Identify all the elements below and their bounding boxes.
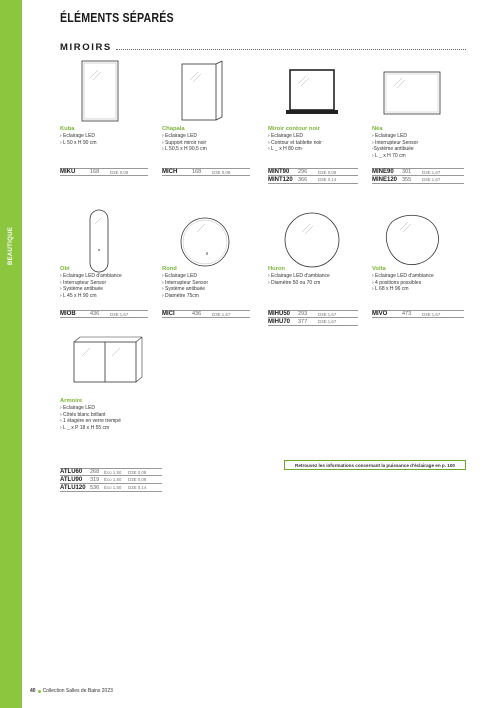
ref-d3e: D3E 1,67 xyxy=(422,169,441,175)
product-feature: › Eclairage LED d'ambiance xyxy=(372,273,434,279)
ref-code: MICH xyxy=(162,169,178,175)
ref-row xyxy=(60,310,148,318)
product-chapala xyxy=(162,126,258,153)
product-feature: › L _ x H 80 cm· xyxy=(268,146,304,153)
ref-d3e: D3E 1,67 xyxy=(110,311,129,317)
product-feature: › Support miroir noir xyxy=(162,139,207,146)
footer-text: Collection Salles de Bains 2023 xyxy=(42,688,113,694)
nea-mirror-illustration xyxy=(370,68,454,120)
side-label xyxy=(2,226,20,266)
product-obi xyxy=(60,266,156,299)
ref-d3e: D3E 1,67 xyxy=(422,177,441,182)
product-feature: › L 50 x H 90 cm xyxy=(60,139,97,146)
product-feature: › Eclairage LED xyxy=(60,405,96,411)
ref-row xyxy=(268,168,358,176)
ref-price: 377 xyxy=(298,318,308,325)
ref-row xyxy=(60,484,162,492)
side-label-text: BEAUTIQUE xyxy=(8,226,15,266)
ref-d3e: D3E 0,08 xyxy=(128,469,147,475)
obi-mirror-illustration xyxy=(70,208,130,274)
bullet-icon xyxy=(38,690,41,693)
product-miroir-contour-noir xyxy=(268,126,364,153)
product-name: Huron xyxy=(268,266,286,272)
section-header xyxy=(60,42,466,53)
product-name: Armoire xyxy=(60,398,83,404)
product-name: Rond xyxy=(162,266,177,272)
ref-price: 268 xyxy=(90,469,100,475)
note-text: Retrouvez les informations concernant la puissance d'éclairage en p. 100 xyxy=(295,462,455,468)
ref-eco: Éco 1,50 xyxy=(104,477,122,482)
product-feature: › L 45 x H 90 cm xyxy=(60,292,97,299)
product-feature: › Interrupteur Sensor xyxy=(60,279,107,286)
ref-d3e: D3E 0,08 xyxy=(128,477,147,482)
ref-row xyxy=(268,176,358,184)
product-kuba xyxy=(60,126,156,146)
ref-d3e: D3E 0,08 xyxy=(212,169,231,175)
product-feature: › 1 étagère en verre trempé xyxy=(60,418,121,425)
product-volta xyxy=(372,266,468,293)
product-feature: › Eclairage LED d'ambiance xyxy=(268,273,330,279)
page-footer xyxy=(30,688,113,694)
ref-code: MINE90 xyxy=(372,169,394,175)
product-name: Miroir contour noir xyxy=(268,126,320,132)
ref-row xyxy=(268,310,358,318)
armoire-cabinet-illustration xyxy=(60,332,150,392)
product-name: Chapala xyxy=(162,126,185,132)
product-nea xyxy=(372,126,468,159)
product-feature: › Interrupteur Sensor xyxy=(162,279,209,286)
product-feature: › L 68 x H 96 cm xyxy=(372,286,409,293)
lighting-info-note xyxy=(284,460,466,470)
product-feature: › Eclairage LED d'ambiance xyxy=(60,273,122,279)
ref-code: MIHU50 xyxy=(268,311,291,317)
page-title: ÉLÉMENTS SÉPARÉS xyxy=(60,10,174,25)
ref-d3e: D3E 1,67 xyxy=(212,311,231,317)
ref-row xyxy=(372,176,464,184)
ref-code: MIKU xyxy=(60,169,76,175)
section-title: MIROIRS xyxy=(60,42,112,53)
ref-d3e: D3E 0,14 xyxy=(128,485,147,490)
rond-mirror-illustration xyxy=(170,212,240,272)
ref-d3e: D3E 0,08 xyxy=(110,169,129,175)
ref-row xyxy=(268,318,358,326)
product-feature: › L 50,5 x H 90,5 cm xyxy=(162,146,207,153)
ref-row xyxy=(60,476,162,484)
product-feature: › Eclairage LED xyxy=(268,133,304,139)
product-name: Néa xyxy=(372,126,383,132)
ref-row xyxy=(60,468,162,476)
product-feature: › Eclairage LED xyxy=(372,133,408,139)
product-huron xyxy=(268,266,364,286)
ref-price: 436 xyxy=(90,311,100,317)
ref-code: MIVO xyxy=(372,311,388,317)
product-feature: › Diamètre 50 ou 70 cm xyxy=(268,279,321,286)
ref-price: 436 xyxy=(192,311,202,317)
product-feature: › Eclairage LED xyxy=(162,133,198,139)
ref-price: 168 xyxy=(90,169,100,175)
ref-eco: Éco 1,50 xyxy=(104,485,122,490)
product-feature: › Interrupteur Sensor xyxy=(372,139,419,146)
ref-code: ATLU120 xyxy=(60,484,86,491)
ref-code: MINT120 xyxy=(268,176,293,183)
contour-mirror-illustration xyxy=(276,66,348,122)
ref-price: 301 xyxy=(402,169,412,175)
ref-code: MIHU70 xyxy=(268,318,291,325)
ref-row xyxy=(60,168,148,176)
ref-code: ATLU90 xyxy=(60,476,83,483)
ref-price: 473 xyxy=(402,311,412,317)
ref-price: 536 xyxy=(90,484,100,491)
ref-row xyxy=(372,310,464,318)
ref-d3e: D3E 0,14 xyxy=(318,177,337,182)
product-feature: › L _ x H 70 cm xyxy=(372,152,406,159)
kuba-mirror-illustration xyxy=(60,58,140,124)
ref-code: ATLU60 xyxy=(60,469,83,475)
ref-code: MICI xyxy=(162,311,175,317)
ref-d3e: D3E 1,67 xyxy=(422,311,441,317)
product-feature: › Diamètre 75cm xyxy=(162,292,199,299)
ref-code: MIOB xyxy=(60,311,76,317)
ref-eco: Éco 1,50 xyxy=(104,469,122,475)
ref-price: 296 xyxy=(298,169,308,175)
product-name: Obi xyxy=(60,266,70,272)
product-armoire xyxy=(60,398,156,431)
ref-price: 355 xyxy=(402,176,412,183)
product-feature: › Côtés blanc brillant xyxy=(60,411,106,418)
product-feature: › Eclairage LED xyxy=(162,273,198,279)
ref-price: 293 xyxy=(298,311,308,317)
product-rond xyxy=(162,266,258,299)
ref-d3e: D3E 1,67 xyxy=(318,311,337,317)
product-feature: › Système antibuée xyxy=(60,286,104,293)
product-feature: -Système antibuée xyxy=(372,146,414,153)
huron-mirror-illustration xyxy=(276,210,348,270)
product-feature: › Eclairage LED xyxy=(60,133,96,139)
ref-row xyxy=(372,168,464,176)
section-divider xyxy=(116,49,466,50)
product-name: Volta xyxy=(372,266,386,272)
ref-d3e: D3E 1,67 xyxy=(318,319,337,324)
ref-row xyxy=(162,168,250,176)
ref-code: MINE120 xyxy=(372,176,398,183)
product-feature: › L _ x P 18 x H 55 cm xyxy=(60,424,110,431)
product-feature: › Contour et tablette noir xyxy=(268,139,322,146)
volta-mirror-illustration xyxy=(370,208,454,272)
chapala-mirror-illustration xyxy=(162,58,242,124)
product-feature: › 4 positions possibles xyxy=(372,279,422,286)
ref-price: 168 xyxy=(192,169,202,175)
product-feature: › Système antibuée xyxy=(162,286,206,293)
side-accent-strip xyxy=(0,0,22,708)
page-number: 40 xyxy=(30,688,36,694)
ref-row xyxy=(162,310,250,318)
ref-price: 319 xyxy=(90,476,100,483)
ref-code: MINT90 xyxy=(268,169,290,175)
product-name: Kuba xyxy=(60,126,75,132)
ref-price: 366 xyxy=(298,176,308,183)
ref-d3e: D3E 0,08 xyxy=(318,169,337,175)
